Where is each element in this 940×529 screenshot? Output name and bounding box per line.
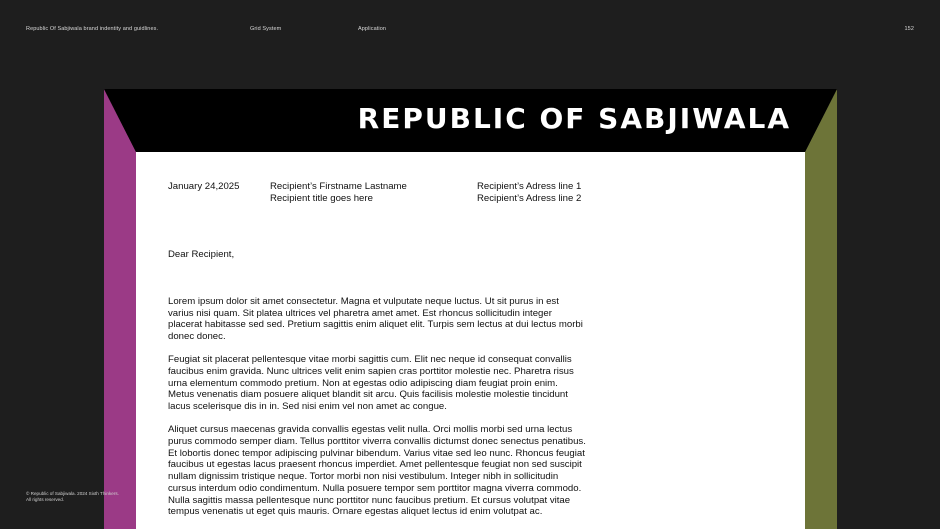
address-line-2: Recipient’s Adress line 2 [477, 192, 582, 204]
body-paragraph: Aliquet cursus maecenas gravida convallis egestas velit nulla. Orci mollis morbi sed urna lectus purus commodo semper diam. Tellus porttitor viverra convallis dictumst donec senectus penatibus. Et lobortis donec tempor adipiscing pulvinar bibendum. Varius vitae sed leo nunc. Rhoncus feugiat faucibus ut egestas lacus praesent rhoncus imperdiet. Amet pellentesque feugiat non sed suscipit nullam dignissim tristique neque. Tortor morbi non nisi vestibulum. Integer nibh in sollicitudin cursus interdum odio condimentum. Nulla posuere tempor sem porttitor magna viverra commodo. Nulla sagittis massa pellentesque nunc porttitor nunc faucibus pretium. Et cursus volutpat vitae tempus venenatis ut eget quis mauris. Ornare egestas aliquet lectus id enim volutpat ac. [168, 424, 586, 518]
section-application: Application [358, 26, 387, 32]
brand-guideline-note: Republic Of Sabjiwala brand indentity and guidlines. [26, 26, 159, 32]
copyright-text: © Republic of Sabjiwala. 2024 Sixth Thinkers. [26, 491, 119, 496]
right-color-band [805, 89, 837, 529]
section-grid-system: Grid System [250, 26, 282, 32]
letter-date: January 24,2025 [168, 181, 240, 192]
rights-text: All rights reserved. [26, 497, 65, 502]
recipient-title: Recipient title goes here [270, 192, 373, 204]
body-paragraph: Feugiat sit placerat pellentesque vitae morbi sagittis cum. Elit nec neque id consequat convallis faucibus enim gravida. Nunc ultrices velit enim sapien cras porttitor molestie nec. Pharetra risus urna elementum commodo pretium. Non at egestas odio adipiscing diam feugiat proin enim. Metus venenatis diam posuere aliquet blandit sit arcu. Quis facilisis molestie molestie tincidunt lacus scelerisque dis in in. Sed nisi enim vel non amet ac congue. [168, 354, 574, 413]
recipient-block [270, 181, 407, 204]
footer-note [26, 491, 119, 503]
left-color-band [104, 89, 136, 529]
address-line-1: Recipient’s Adress line 1 [477, 181, 582, 192]
letter-body [168, 296, 586, 529]
brand-title: REPUBLIC OF SABJIWALA [357, 102, 791, 135]
body-paragraph: Lorem ipsum dolor sit amet consectetur. Magna et vulputate neque luctus. Ut sit purus in est varius nisi quam. Sit platea ultrices vel pharetra amet amet. Est rhoncus sollicitudin integer placerat habitasse sed sed. Pretium sagittis enim aliquet elit. Turpis sem lectus at dui lectus morbi donec donec. [168, 296, 583, 343]
letterhead-mockup [104, 89, 837, 529]
address-block [477, 181, 581, 204]
page-number: 152 [904, 26, 914, 32]
recipient-name: Recipient’s Firstname Lastname [270, 181, 407, 192]
letter-greeting: Dear Recipient, [168, 249, 235, 260]
